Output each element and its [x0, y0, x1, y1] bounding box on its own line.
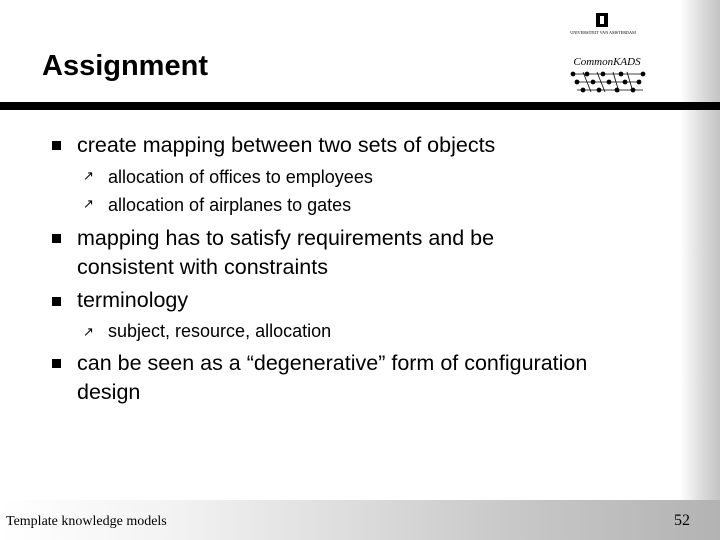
- title-divider: [0, 102, 720, 110]
- bullet-square-icon: [52, 141, 61, 150]
- network-icon: [571, 72, 645, 92]
- bullet-square-icon: [52, 234, 61, 243]
- arrow-bullet-icon: ↗: [83, 197, 94, 212]
- sub-bullet-text: allocation of airplanes to gates: [108, 195, 352, 215]
- sub-bullet-text: allocation of offices to employees: [108, 167, 373, 187]
- bullet-text-line1: can be seen as a “degenerative” form of configuration: [77, 351, 588, 375]
- bullet-text-line1: mapping has to satisfy requirements and be: [77, 226, 495, 250]
- arrow-bullet-icon: ↗: [83, 169, 94, 184]
- slide-shadow: [680, 0, 720, 540]
- page-number: 52: [674, 512, 690, 529]
- sub-bullet-text: subject, resource, allocation: [108, 321, 332, 341]
- slide-title: Assignment: [42, 50, 208, 82]
- logo-graphic: [563, 10, 653, 98]
- bullet-text: create mapping between two sets of objects: [77, 133, 496, 157]
- bullet-text: terminology: [77, 288, 189, 312]
- bullet-text-line2: consistent with constraints: [77, 255, 328, 279]
- university-name: UNIVERSITEIT VAN AMSTERDAM: [570, 30, 636, 35]
- commonkads-logo: [563, 10, 653, 98]
- bullet-text-line2: design: [77, 380, 141, 404]
- arrow-bullet-icon: ↗: [83, 325, 94, 340]
- bullet-square-icon: [52, 297, 61, 306]
- bullet-square-icon: [52, 359, 61, 368]
- footer-title: Template knowledge models: [6, 514, 167, 529]
- logo-name: CommonKADS: [573, 56, 641, 68]
